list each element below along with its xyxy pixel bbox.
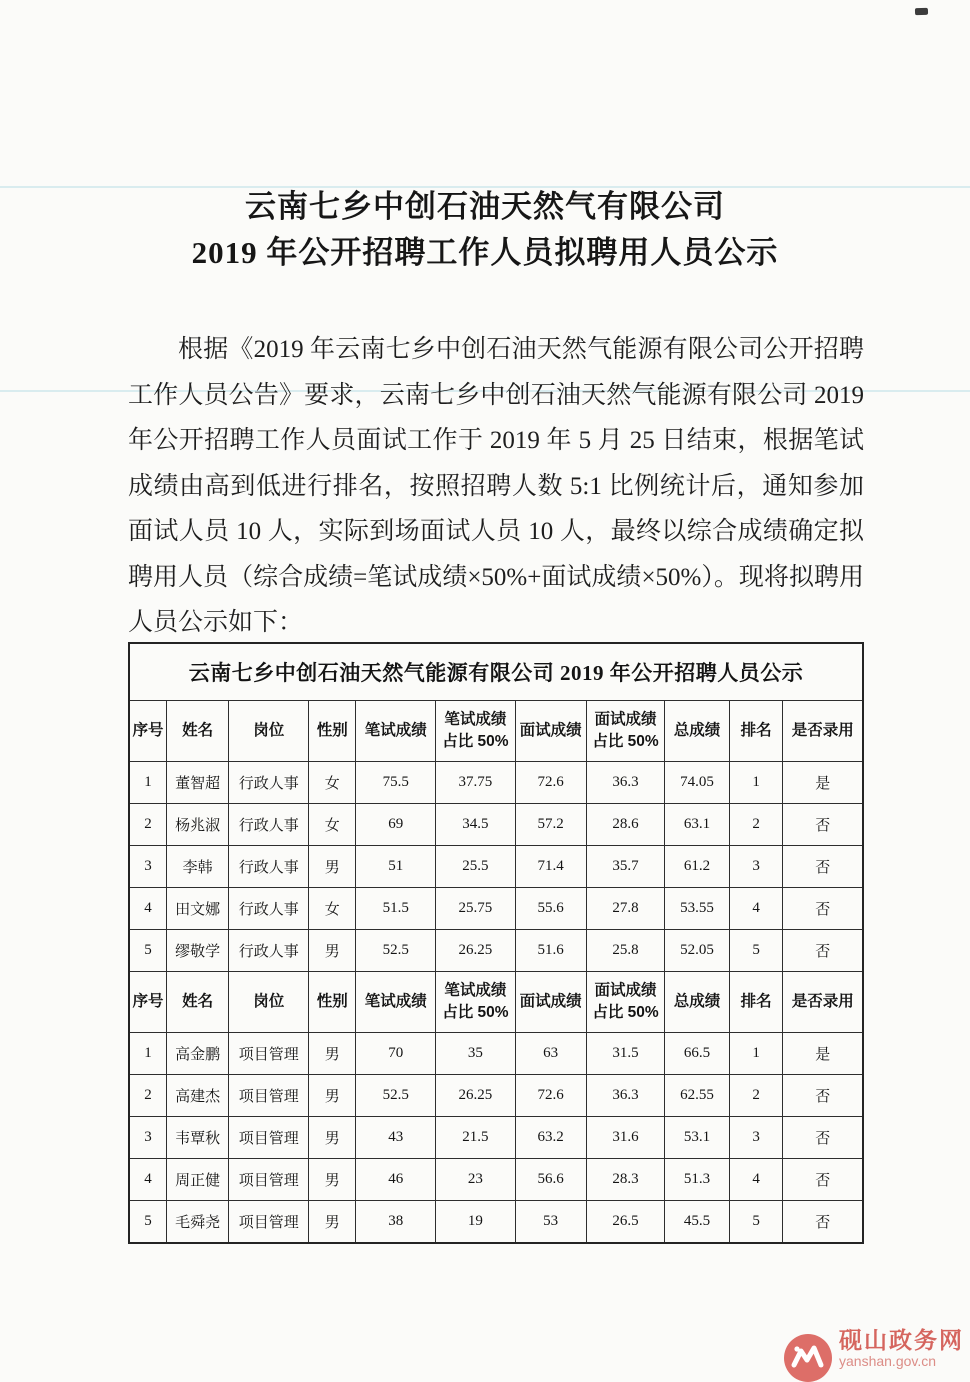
table-cell: 否: [783, 1159, 863, 1201]
table-title-row: [129, 643, 863, 701]
table-cell: 75.5: [356, 762, 436, 804]
column-header: 面试成绩: [515, 972, 586, 1033]
table-cell: 2: [729, 804, 783, 846]
body-paragraph: 根据《2019 年云南七乡中创石油天然气能源有限公司公开招聘工作人员公告》要求，云南七乡中创石油天然气能源有限公司 2019 年公开招聘工作人员面试工作于 2019 年 5 月 25 日结束，根据笔试成绩由高到低进行排名，按照招聘人数 5:1 比例统计后，通知参加面试人员 10 人，实际到场面试人员 10 人，最终以综合成绩确定拟聘用人员（综合成绩=笔试成绩×50%+面试成绩×50%）。现将拟聘用人员公示如下：: [128, 336, 864, 636]
table-cell: 女: [309, 762, 356, 804]
table-cell: 72.6: [515, 1075, 586, 1117]
site-watermark: [784, 1325, 964, 1373]
column-header: 岗位: [229, 972, 309, 1033]
table-cell: 男: [309, 930, 356, 972]
column-header: 总成绩: [665, 701, 730, 762]
table-cell: 52.5: [356, 930, 436, 972]
table-cell: 5: [729, 930, 783, 972]
table-cell: 2: [729, 1075, 783, 1117]
table-cell: 男: [309, 1159, 356, 1201]
table-cell: 否: [783, 1075, 863, 1117]
site-url: yanshan.gov.cn: [839, 1353, 937, 1370]
table-cell: 35: [436, 1033, 515, 1075]
table-cell: 1: [129, 762, 166, 804]
table-cell: 45.5: [665, 1201, 730, 1244]
table-cell: 52.05: [665, 930, 730, 972]
table-cell: 男: [309, 1201, 356, 1244]
document-title-line1: 云南七乡中创石油天然气有限公司: [245, 189, 725, 224]
table-cell: 董智超: [166, 762, 228, 804]
table-cell: 李韩: [166, 846, 228, 888]
table-cell: 高建杰: [166, 1075, 228, 1117]
table-cell: 63.1: [665, 804, 730, 846]
column-header: 岗位: [229, 701, 309, 762]
table-cell: 项目管理: [229, 1075, 309, 1117]
column-header: 是否录用: [783, 972, 863, 1033]
site-text: [839, 1328, 964, 1370]
table-cell: 行政人事: [229, 762, 309, 804]
table-cell: 项目管理: [229, 1159, 309, 1201]
table-cell: 3: [729, 1117, 783, 1159]
yanshan-logo-icon: [784, 1334, 832, 1382]
table-cell: 31.5: [586, 1033, 665, 1075]
column-header: 面试成绩 占比 50%: [586, 701, 665, 762]
table-cell: 56.6: [515, 1159, 586, 1201]
table-cell: 2: [129, 804, 166, 846]
table-cell: 37.75: [436, 762, 515, 804]
column-header: 面试成绩 占比 50%: [586, 972, 665, 1033]
table-cell: 田文娜: [166, 888, 228, 930]
table-cell: 72.6: [515, 762, 586, 804]
document-title-line2: 2019 年公开招聘工作人员拟聘用人员公示: [191, 235, 779, 270]
table-cell: 62.55: [665, 1075, 730, 1117]
column-header: 排名: [729, 972, 783, 1033]
table-cell: 51.6: [515, 930, 586, 972]
table-row: [129, 888, 863, 930]
table-cell: 5: [129, 1201, 166, 1244]
column-header: 排名: [729, 701, 783, 762]
column-header: 性别: [309, 701, 356, 762]
table-cell: 是: [783, 1033, 863, 1075]
table-cell: 行政人事: [229, 888, 309, 930]
table-cell: 21.5: [436, 1117, 515, 1159]
table-header-row: [129, 972, 863, 1033]
table-cell: 项目管理: [229, 1033, 309, 1075]
table-row: [129, 1117, 863, 1159]
table-cell: 35.7: [586, 846, 665, 888]
table-cell: 否: [783, 804, 863, 846]
table-cell: 3: [729, 846, 783, 888]
table-row: [129, 804, 863, 846]
table-cell: 46: [356, 1159, 436, 1201]
table-cell: 男: [309, 1117, 356, 1159]
table-row: [129, 930, 863, 972]
column-header: 序号: [129, 701, 166, 762]
table-cell: 26.25: [436, 1075, 515, 1117]
column-header: 序号: [129, 972, 166, 1033]
table-cell: 否: [783, 930, 863, 972]
table-cell: 4: [129, 1159, 166, 1201]
table-cell: 韦覃秋: [166, 1117, 228, 1159]
table-cell: 毛舜尧: [166, 1201, 228, 1244]
table-cell: 项目管理: [229, 1117, 309, 1159]
table-cell: 男: [309, 1075, 356, 1117]
table-cell: 51: [356, 846, 436, 888]
table-cell: 57.2: [515, 804, 586, 846]
table-cell: 52.5: [356, 1075, 436, 1117]
column-header: 是否录用: [783, 701, 863, 762]
table-cell: 2: [129, 1075, 166, 1117]
table-cell: 项目管理: [229, 1201, 309, 1244]
table-cell: 否: [783, 888, 863, 930]
table-cell: 1: [729, 762, 783, 804]
table-cell: 5: [729, 1201, 783, 1244]
site-name: 砚山政务网: [839, 1327, 964, 1354]
table-cell: 女: [309, 804, 356, 846]
scan-corner-mark: [915, 8, 928, 15]
table-cell: 周正健: [166, 1159, 228, 1201]
table-cell: 否: [783, 846, 863, 888]
table-row: [129, 762, 863, 804]
column-header: 姓名: [166, 701, 228, 762]
table-cell: 51.3: [665, 1159, 730, 1201]
table-cell: 66.5: [665, 1033, 730, 1075]
table-cell: 5: [129, 930, 166, 972]
table-cell: 38: [356, 1201, 436, 1244]
table-cell: 31.6: [586, 1117, 665, 1159]
column-header: 笔试成绩: [356, 701, 436, 762]
table-cell: 男: [309, 1033, 356, 1075]
table-cell: 28.6: [586, 804, 665, 846]
table-cell: 51.5: [356, 888, 436, 930]
table-cell: 36.3: [586, 1075, 665, 1117]
column-header: 性别: [309, 972, 356, 1033]
column-header: 总成绩: [665, 972, 730, 1033]
column-header: 笔试成绩: [356, 972, 436, 1033]
document-title: [0, 184, 970, 276]
table-cell: 杨兆淑: [166, 804, 228, 846]
table-cell: 25.75: [436, 888, 515, 930]
table-cell: 53.55: [665, 888, 730, 930]
table-cell: 25.8: [586, 930, 665, 972]
table-cell: 70: [356, 1033, 436, 1075]
table-cell: 女: [309, 888, 356, 930]
table-cell: 69: [356, 804, 436, 846]
table-cell: 3: [129, 846, 166, 888]
table-cell: 19: [436, 1201, 515, 1244]
table-row: [129, 1159, 863, 1201]
table-cell: 1: [129, 1033, 166, 1075]
table-cell: 36.3: [586, 762, 665, 804]
table-cell: 61.2: [665, 846, 730, 888]
table-cell: 行政人事: [229, 846, 309, 888]
table-cell: 71.4: [515, 846, 586, 888]
table-cell: 55.6: [515, 888, 586, 930]
table-cell: 53: [515, 1201, 586, 1244]
table-cell: 否: [783, 1117, 863, 1159]
table-cell: 74.05: [665, 762, 730, 804]
table-cell: 4: [729, 1159, 783, 1201]
table-cell: 27.8: [586, 888, 665, 930]
table-cell: 男: [309, 846, 356, 888]
table-cell: 63: [515, 1033, 586, 1075]
column-header: 笔试成绩 占比 50%: [436, 972, 515, 1033]
table-cell: 是: [783, 762, 863, 804]
table-row: [129, 1033, 863, 1075]
mountain-icon: [784, 1334, 832, 1382]
table-cell: 4: [129, 888, 166, 930]
table-cell: 4: [729, 888, 783, 930]
table-cell: 行政人事: [229, 930, 309, 972]
table-title: 云南七乡中创石油天然气能源有限公司 2019 年公开招聘人员公示: [129, 643, 863, 701]
table-cell: 1: [729, 1033, 783, 1075]
table-row: [129, 846, 863, 888]
table-cell: 43: [356, 1117, 436, 1159]
column-header: 笔试成绩 占比 50%: [436, 701, 515, 762]
recruitment-table: [128, 642, 864, 1244]
table-cell: 缪敬学: [166, 930, 228, 972]
table-cell: 53.1: [665, 1117, 730, 1159]
table-cell: 高金鹏: [166, 1033, 228, 1075]
column-header: 姓名: [166, 972, 228, 1033]
table-cell: 34.5: [436, 804, 515, 846]
table-cell: 23: [436, 1159, 515, 1201]
table-cell: 行政人事: [229, 804, 309, 846]
table-cell: 63.2: [515, 1117, 586, 1159]
table-cell: 26.25: [436, 930, 515, 972]
table-cell: 26.5: [586, 1201, 665, 1244]
recruitment-table-body: [129, 643, 863, 1243]
table-cell: 否: [783, 1201, 863, 1244]
table-row: [129, 1075, 863, 1117]
table-header-row: [129, 701, 863, 762]
table-cell: 25.5: [436, 846, 515, 888]
table-cell: 28.3: [586, 1159, 665, 1201]
table-row: [129, 1201, 863, 1244]
column-header: 面试成绩: [515, 701, 586, 762]
table-cell: 3: [129, 1117, 166, 1159]
